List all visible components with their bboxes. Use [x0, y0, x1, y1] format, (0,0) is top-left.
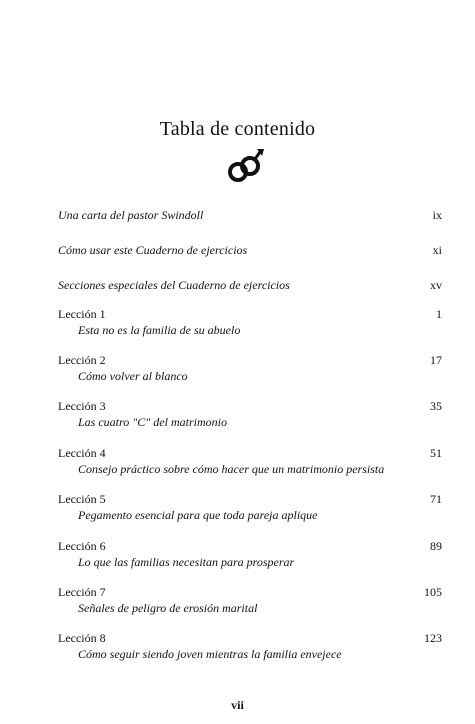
toc-entry-page: xv [430, 278, 442, 292]
lesson-label: Lección 7 [58, 585, 106, 599]
toc-entry-lesson-1[interactable] [58, 306, 442, 338]
toc-entry-page: ix [432, 208, 442, 222]
lesson-subtitle: Consejo práctico sobre cómo hacer que un matrimonio persista [78, 462, 385, 476]
toc-entry-front-2[interactable] [58, 242, 442, 258]
toc-entry-label: Una carta del pastor Swindoll [58, 208, 204, 222]
lesson-label: Lección 6 [58, 539, 106, 553]
toc-entry-page: xi [432, 243, 442, 257]
toc-entry-page: 71 [430, 492, 442, 506]
lesson-subtitle: Esta no es la familia de su abuelo [78, 323, 241, 337]
lesson-subtitle: Las cuatro "C" del matrimonio [78, 415, 227, 429]
toc-entry-page: 1 [436, 307, 442, 321]
interlocked-rings-icon [224, 146, 266, 186]
toc-entry-lesson-3[interactable] [58, 398, 442, 430]
lesson-subtitle: Cómo seguir siendo joven mientras la familia envejece [78, 647, 342, 661]
toc-entry-lesson-7[interactable] [58, 584, 442, 616]
toc-entry-page: 51 [430, 446, 442, 460]
lesson-label: Lección 3 [58, 399, 106, 413]
toc-entry-front-3[interactable] [58, 277, 442, 293]
page-title: Tabla de contenido [159, 118, 316, 140]
lesson-subtitle: Cómo volver al blanco [78, 369, 188, 383]
lesson-label: Lección 8 [58, 631, 106, 645]
lesson-label: Lección 5 [58, 492, 106, 506]
lesson-label: Lección 1 [58, 307, 106, 321]
lesson-label: Lección 2 [58, 353, 106, 367]
toc-entry-page: 123 [424, 631, 442, 645]
page-number: vii [231, 698, 244, 712]
lesson-subtitle: Lo que las familias necesitan para prosperar [78, 555, 295, 569]
toc-entry-lesson-4[interactable] [58, 445, 442, 477]
toc-entry-lesson-8[interactable] [58, 630, 442, 662]
toc-entry-front-1[interactable] [58, 207, 442, 223]
toc-entry-page: 17 [430, 353, 442, 367]
toc-entry-page: 105 [424, 585, 442, 599]
toc-entry-lesson-5[interactable] [58, 491, 442, 523]
lesson-subtitle: Pegamento esencial para que toda pareja aplique [78, 508, 318, 522]
lesson-label: Lección 4 [58, 446, 106, 460]
toc-entry-label: Secciones especiales del Cuaderno de ejercicios [58, 278, 290, 292]
toc-entry-page: 89 [430, 539, 442, 553]
toc-entry-lesson-2[interactable] [58, 352, 442, 384]
toc-entry-lesson-6[interactable] [58, 538, 442, 570]
toc-entry-label: Cómo usar este Cuaderno de ejercicios [58, 243, 248, 257]
toc-entry-page: 35 [430, 399, 442, 413]
lesson-subtitle: Señales de peligro de erosión marital [78, 601, 258, 615]
